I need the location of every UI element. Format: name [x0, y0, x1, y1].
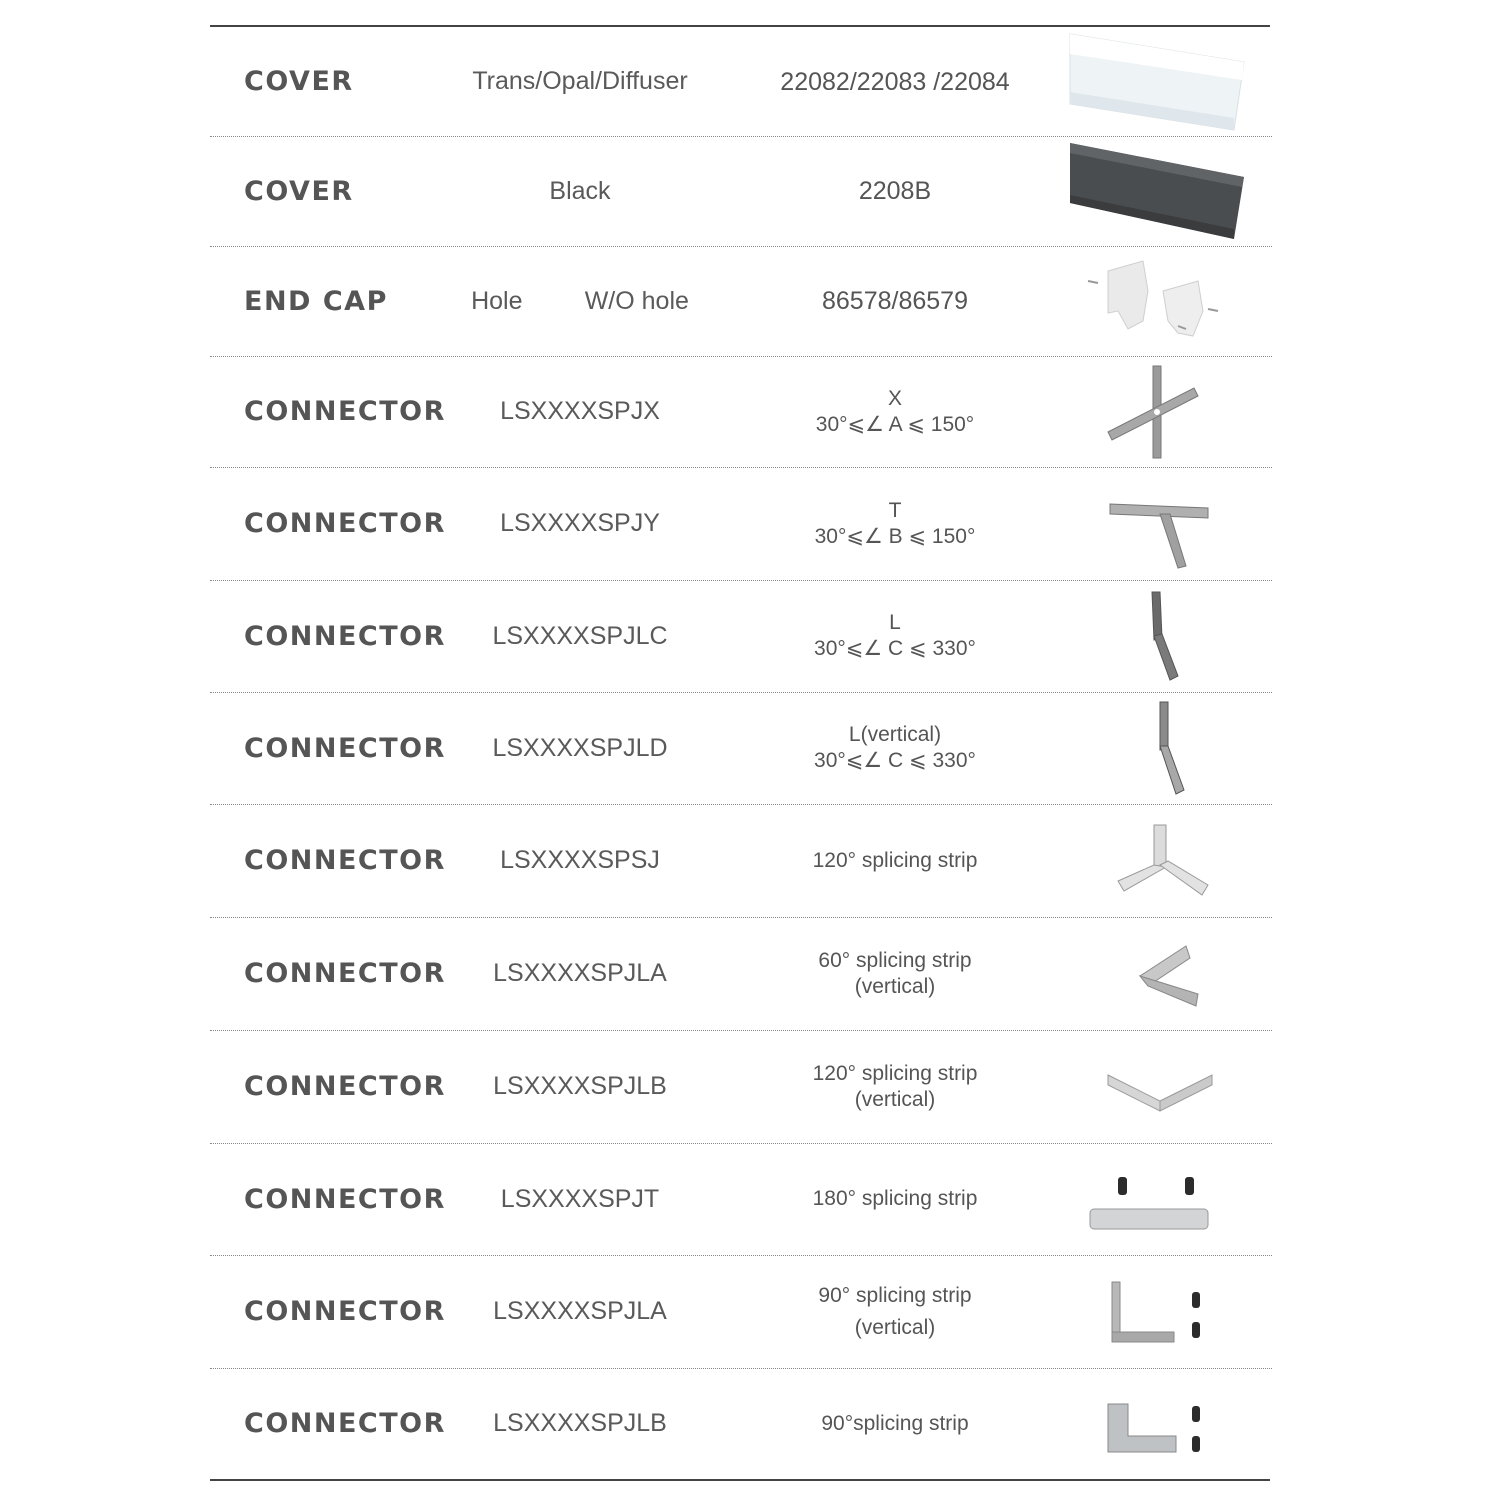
l-vertical-connector-icon [1068, 692, 1248, 804]
part-type: COVER [244, 66, 354, 97]
part-type: CONNECTOR [244, 1071, 446, 1102]
table-row [210, 692, 1272, 805]
part-spec: 22082/22083 /22084 [780, 67, 1010, 96]
end-cap-icon [1068, 246, 1248, 356]
60-splicing-strip-icon [1068, 917, 1248, 1030]
part-type: CONNECTOR [244, 508, 446, 539]
table-row [210, 1368, 1272, 1479]
part-model: LSXXXXSPJLC [492, 621, 668, 650]
part-spec: X 30°⩽∠ A ⩽ 150° [815, 386, 975, 436]
table-row [210, 804, 1272, 918]
part-type: CONNECTOR [244, 1296, 446, 1327]
part-model: LSXXXXSPSJ [500, 846, 660, 874]
part-model: LSXXXXSPJX [500, 397, 660, 425]
part-model: Black [549, 176, 611, 205]
part-type: END CAP [244, 285, 388, 317]
180-splicing-strip-icon [1068, 1143, 1248, 1255]
120-vertical-splicing-strip-icon [1068, 1030, 1248, 1143]
t-connector-icon [1068, 467, 1248, 580]
y-splicing-strip-icon [1068, 804, 1248, 917]
l-connector-icon [1068, 580, 1248, 692]
model-hole: Hole [471, 286, 523, 315]
part-spec: 60° splicing strip (vertical) [818, 948, 972, 998]
part-model: LSXXXXSPJLA [493, 1297, 667, 1325]
part-spec: 2208B [858, 177, 932, 205]
model-without-hole: W/O hole [584, 286, 689, 315]
table-row [210, 580, 1272, 693]
part-model: Trans/Opal/Diffuser [472, 67, 688, 95]
table-row [210, 467, 1272, 581]
part-spec: 120° splicing strip (vertical) [812, 1061, 978, 1111]
part-type: CONNECTOR [244, 1183, 446, 1215]
90-vertical-splicing-strip-icon [1068, 1255, 1248, 1368]
table-row [210, 1143, 1272, 1256]
part-type: CONNECTOR [244, 845, 446, 876]
table-row [210, 1030, 1272, 1144]
table-row [210, 356, 1272, 468]
cover-white-profile-icon [1068, 27, 1248, 136]
part-spec: 120° splicing strip [812, 848, 978, 872]
part-type: CONNECTOR [244, 958, 446, 989]
part-type: CONNECTOR [244, 396, 446, 427]
part-model: LSXXXXSPJLD [492, 733, 668, 762]
part-spec: T 30°⩽∠ B ⩽ 150° [814, 498, 976, 548]
part-spec: 90°splicing strip [821, 1411, 969, 1435]
part-model: LSXXXXSPJT [500, 1184, 660, 1213]
table-row [210, 136, 1272, 247]
part-model: LSXXXXSPJLB [493, 1409, 667, 1437]
table-row [210, 1255, 1272, 1369]
90-splicing-strip-icon [1068, 1368, 1248, 1479]
table-bottom-rule [210, 1479, 1270, 1481]
part-spec: L(vertical) 30°⩽∠ C ⩽ 330° [814, 723, 976, 772]
part-spec: L 30°⩽∠ C ⩽ 330° [814, 611, 976, 660]
part-type: CONNECTOR [244, 620, 446, 652]
table-row [210, 27, 1272, 137]
part-model [440, 246, 720, 356]
part-spec: 86578/86579 [822, 287, 968, 315]
part-type: COVER [244, 175, 354, 207]
part-spec: 90° splicing strip (vertical) [818, 1283, 972, 1339]
cover-black-profile-icon [1068, 136, 1248, 246]
part-spec: 180° splicing strip [812, 1187, 978, 1210]
part-model: LSXXXXSPJY [500, 509, 660, 537]
table-row [210, 917, 1272, 1031]
part-model: LSXXXXSPJLA [493, 959, 667, 987]
part-type: CONNECTOR [244, 732, 446, 764]
part-type: CONNECTOR [244, 1408, 446, 1439]
table-row [210, 246, 1272, 357]
x-connector-icon [1068, 356, 1248, 467]
part-model: LSXXXXSPJLB [493, 1072, 667, 1100]
